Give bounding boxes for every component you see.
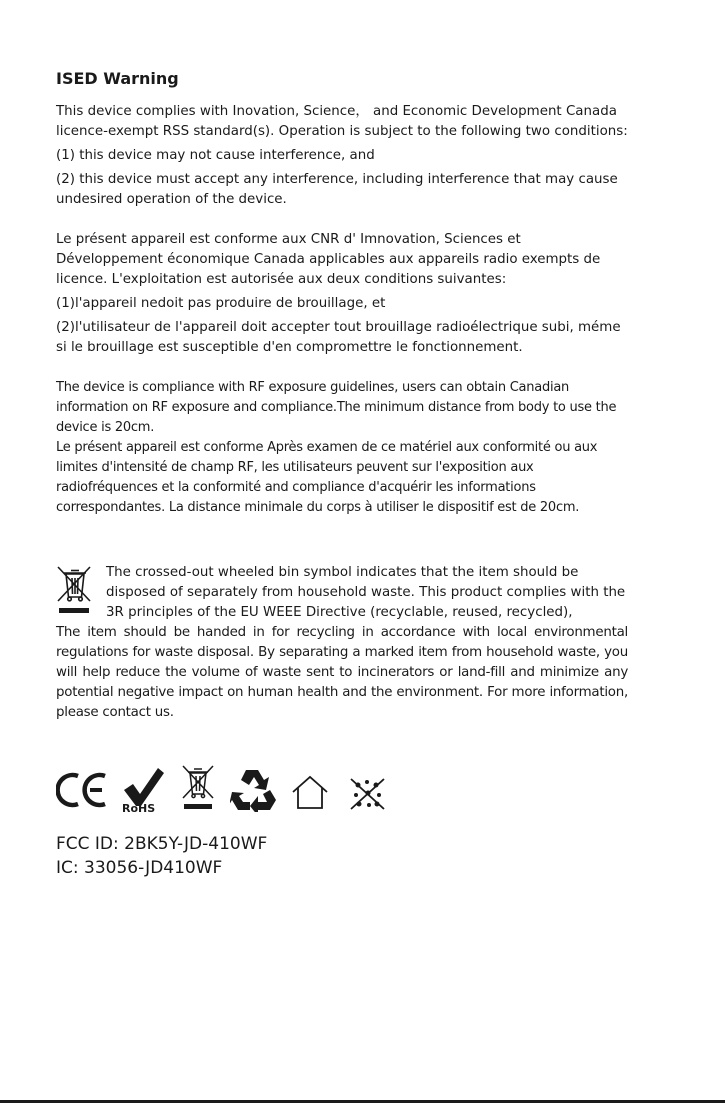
device-ids — [56, 832, 267, 880]
ised-french-intro: Le présent appareil est conforme aux CNR d' Imnovation, Sciences et Développement économique Canada applicables aux appareils radio exempts de licence. L'exploitation est autorisée aux deux conditions suivantes: — [56, 232, 601, 287]
ised-french-condition-1: (1)l'appareil nedoit pas produire de brouillage, et — [56, 296, 386, 311]
ised-english-condition-2: (2) this device must accept any interference, including interference that may cause undesired operation of the device. — [56, 172, 618, 207]
ic-id: IC: 33056-JD410WF — [56, 858, 223, 878]
ised-section — [56, 68, 628, 518]
ised-french-condition-2: (2)l'utilisateur de l'appareil doit accepter tout brouillage radioélectrique subi, méme si le brouillage est susceptible d'en compromettre le fonctionnement. — [56, 320, 621, 355]
weee-bin-icon — [180, 764, 216, 812]
weee-statement-rest: The item should be handed in for recycling in accordance with local environmental regulations for waste disposal. By separating a marked item from household waste, you will help reduce the volume of waste sent to incinerators or land-fill and minimize any potential negative impact on human health and the environment. For more information, please contact us. — [56, 625, 628, 720]
no-dispose-icon — [348, 776, 388, 812]
certification-logos — [56, 764, 456, 814]
crossed-bin-icon — [56, 565, 94, 615]
rf-english-statement: The device is compliance with RF exposure guidelines, users can obtain Canadian information on RF exposure and compliance.The minimum distance from body to use the device is 20cm. — [56, 380, 617, 435]
recycle-icon — [230, 766, 278, 812]
weee-statement-first: The crossed-out wheeled bin symbol indicates that the item should be disposed of separately from household waste. This product complies with the 3R principles of the EU WEEE Directive (recyclable, reused, recycled), — [106, 565, 626, 620]
fcc-id: FCC ID: 2BK5Y-JD-410WF — [56, 834, 268, 854]
rohs-label: RoHS — [122, 802, 156, 814]
ised-english-condition-1: (1) this device may not cause interference, and — [56, 148, 375, 163]
house-icon — [290, 774, 330, 810]
weee-section — [56, 563, 628, 723]
ce-mark-icon — [56, 770, 108, 810]
rf-french-statement: Le présent appareil est conforme Après examen de ce matériel aux conformité ou aux limites d'intensité de champ RF, les utilisateurs peuvent sur l'exposition aux radiofréquences et la conformité and compliance d'acquérir les informations correspondantes. La distance minimale du corps à utiliser le dispositif est de 20cm. — [56, 440, 598, 515]
ised-heading: ISED Warning — [56, 69, 179, 88]
rohs-icon — [118, 764, 168, 814]
ised-english-intro: This device complies with Inovation, Science， and Economic Development Canada licence-exempt RSS standard(s). Operation is subject to the following two conditions: — [56, 104, 628, 139]
